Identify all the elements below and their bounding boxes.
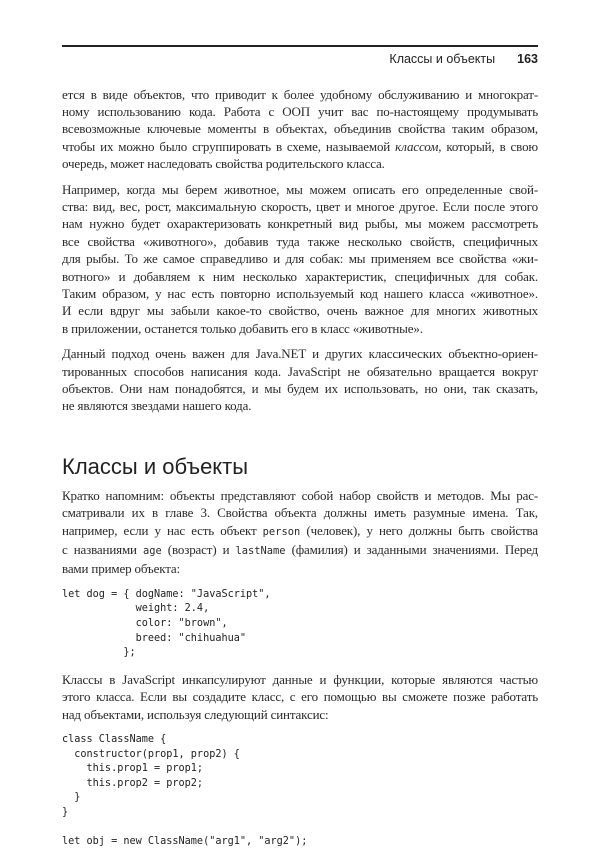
inline-code: person <box>262 525 301 538</box>
text-run: (фамилия) и заданными значениями. Перед <box>285 542 538 558</box>
text-line: Данный подход очень важен для Java.NET и других классических объектно-ориен- <box>62 346 538 362</box>
text-run: (человек), у него должны быть свойства <box>300 522 538 538</box>
text-line: ства: вид, вес, рост, максимальную скорость, цвет и многое другое. Если после этого <box>62 198 538 214</box>
text-line: вотного» и добавляем к ним несколько характеристик, специфичных для собак. <box>62 268 538 284</box>
text-line: все свойства «животного», добавив туда также несколько свойств, специфичных <box>62 233 538 249</box>
text-line: для рыбы. То же самое справедливо и для собак: мы применяем все свойства «жи- <box>62 251 538 267</box>
text-line: очередь, может наследовать свойства родительского класса. <box>62 156 385 172</box>
code-block-class: class ClassName { constructor(prop1, prop2) { this.prop1 = prop1; this.prop2 = prop2; } } let obj = new ClassName("arg1", "arg2"); <box>62 734 308 848</box>
text-line: ному использованию кода. Работа с ООП учит вас по-настоящему продумывать <box>62 103 538 119</box>
text-run: с названиями <box>62 542 143 558</box>
text-run: например, если у нас есть объект <box>62 522 263 538</box>
paragraph-5 <box>62 671 538 723</box>
text-line: всевозможные ключевые моменты в объектах, объединив свойства таким образом, <box>62 121 538 137</box>
text-run: (возраст) и <box>161 542 236 558</box>
emphasis: классом <box>395 138 439 154</box>
code-block-object: let dog = { dogName: "JavaScript", weight: 2.4, color: "brown", breed: "chihuahua" }; <box>62 588 271 659</box>
text-line: И если вдруг мы забыли какое-то свойство, очень важное для многих животных <box>62 303 538 319</box>
text-run: чтобы их можно было сгруппировать в схеме, называемой <box>62 138 391 154</box>
text-line: Классы в JavaScript инкапсулируют данные и функции, которые являются частью <box>62 671 538 687</box>
text-line: тированных способов написания кода. JavaScript не обязательно вращается вокруг <box>62 363 538 379</box>
text-line <box>62 522 538 541</box>
inline-code: age <box>142 545 162 558</box>
text-line: Кратко напомним: объекты представляют собой набор свойств и методов. Мы рас- <box>62 487 538 503</box>
text-line: нам нужно будет охарактеризовать конкретный вид рыбы, мы можем рассмотреть <box>62 216 538 232</box>
text-line: не являются звездами нашего кода. <box>62 398 252 414</box>
text-line: объектов. Они нам понадобятся, и мы будем их использовать, но они, так сказать, <box>62 381 538 396</box>
section-heading: Классы и объекты <box>62 453 249 479</box>
text-line <box>62 541 538 560</box>
text-line <box>62 138 538 155</box>
page-number: 163 <box>517 51 538 66</box>
text-run: , который, в свою <box>438 138 538 154</box>
text-line: сматривали их в главе 3. Свойства объекта должны иметь разумные имена. Так, <box>62 505 538 521</box>
paragraph-2 <box>62 181 538 338</box>
text-line: ется в виде объектов, что приводит к более удобному обслуживанию и многократ- <box>62 86 538 102</box>
header-rule <box>62 45 538 47</box>
paragraph-1 <box>62 86 538 173</box>
text-line: этого класса. Если вы создадите класс, с его помощью вы сможете позже работать <box>62 689 538 705</box>
paragraph-4 <box>62 487 538 578</box>
inline-code: lastName <box>235 545 286 558</box>
paragraph-3 <box>62 345 538 415</box>
running-header <box>62 51 538 67</box>
text-line: над объектами, используя следующий синтаксис: <box>62 706 329 722</box>
book-page <box>62 0 538 850</box>
text-line: Таким образом, у нас есть повторно используемый код нашего класса «животное». <box>62 285 538 301</box>
text-line: вами пример объекта: <box>62 561 180 577</box>
text-line: в приложении, останется только добавить его в класс «животные». <box>62 320 423 336</box>
text-line: Например, когда мы берем животное, мы можем описать его определенные свой- <box>62 181 538 197</box>
running-title: Классы и объекты <box>389 51 496 66</box>
